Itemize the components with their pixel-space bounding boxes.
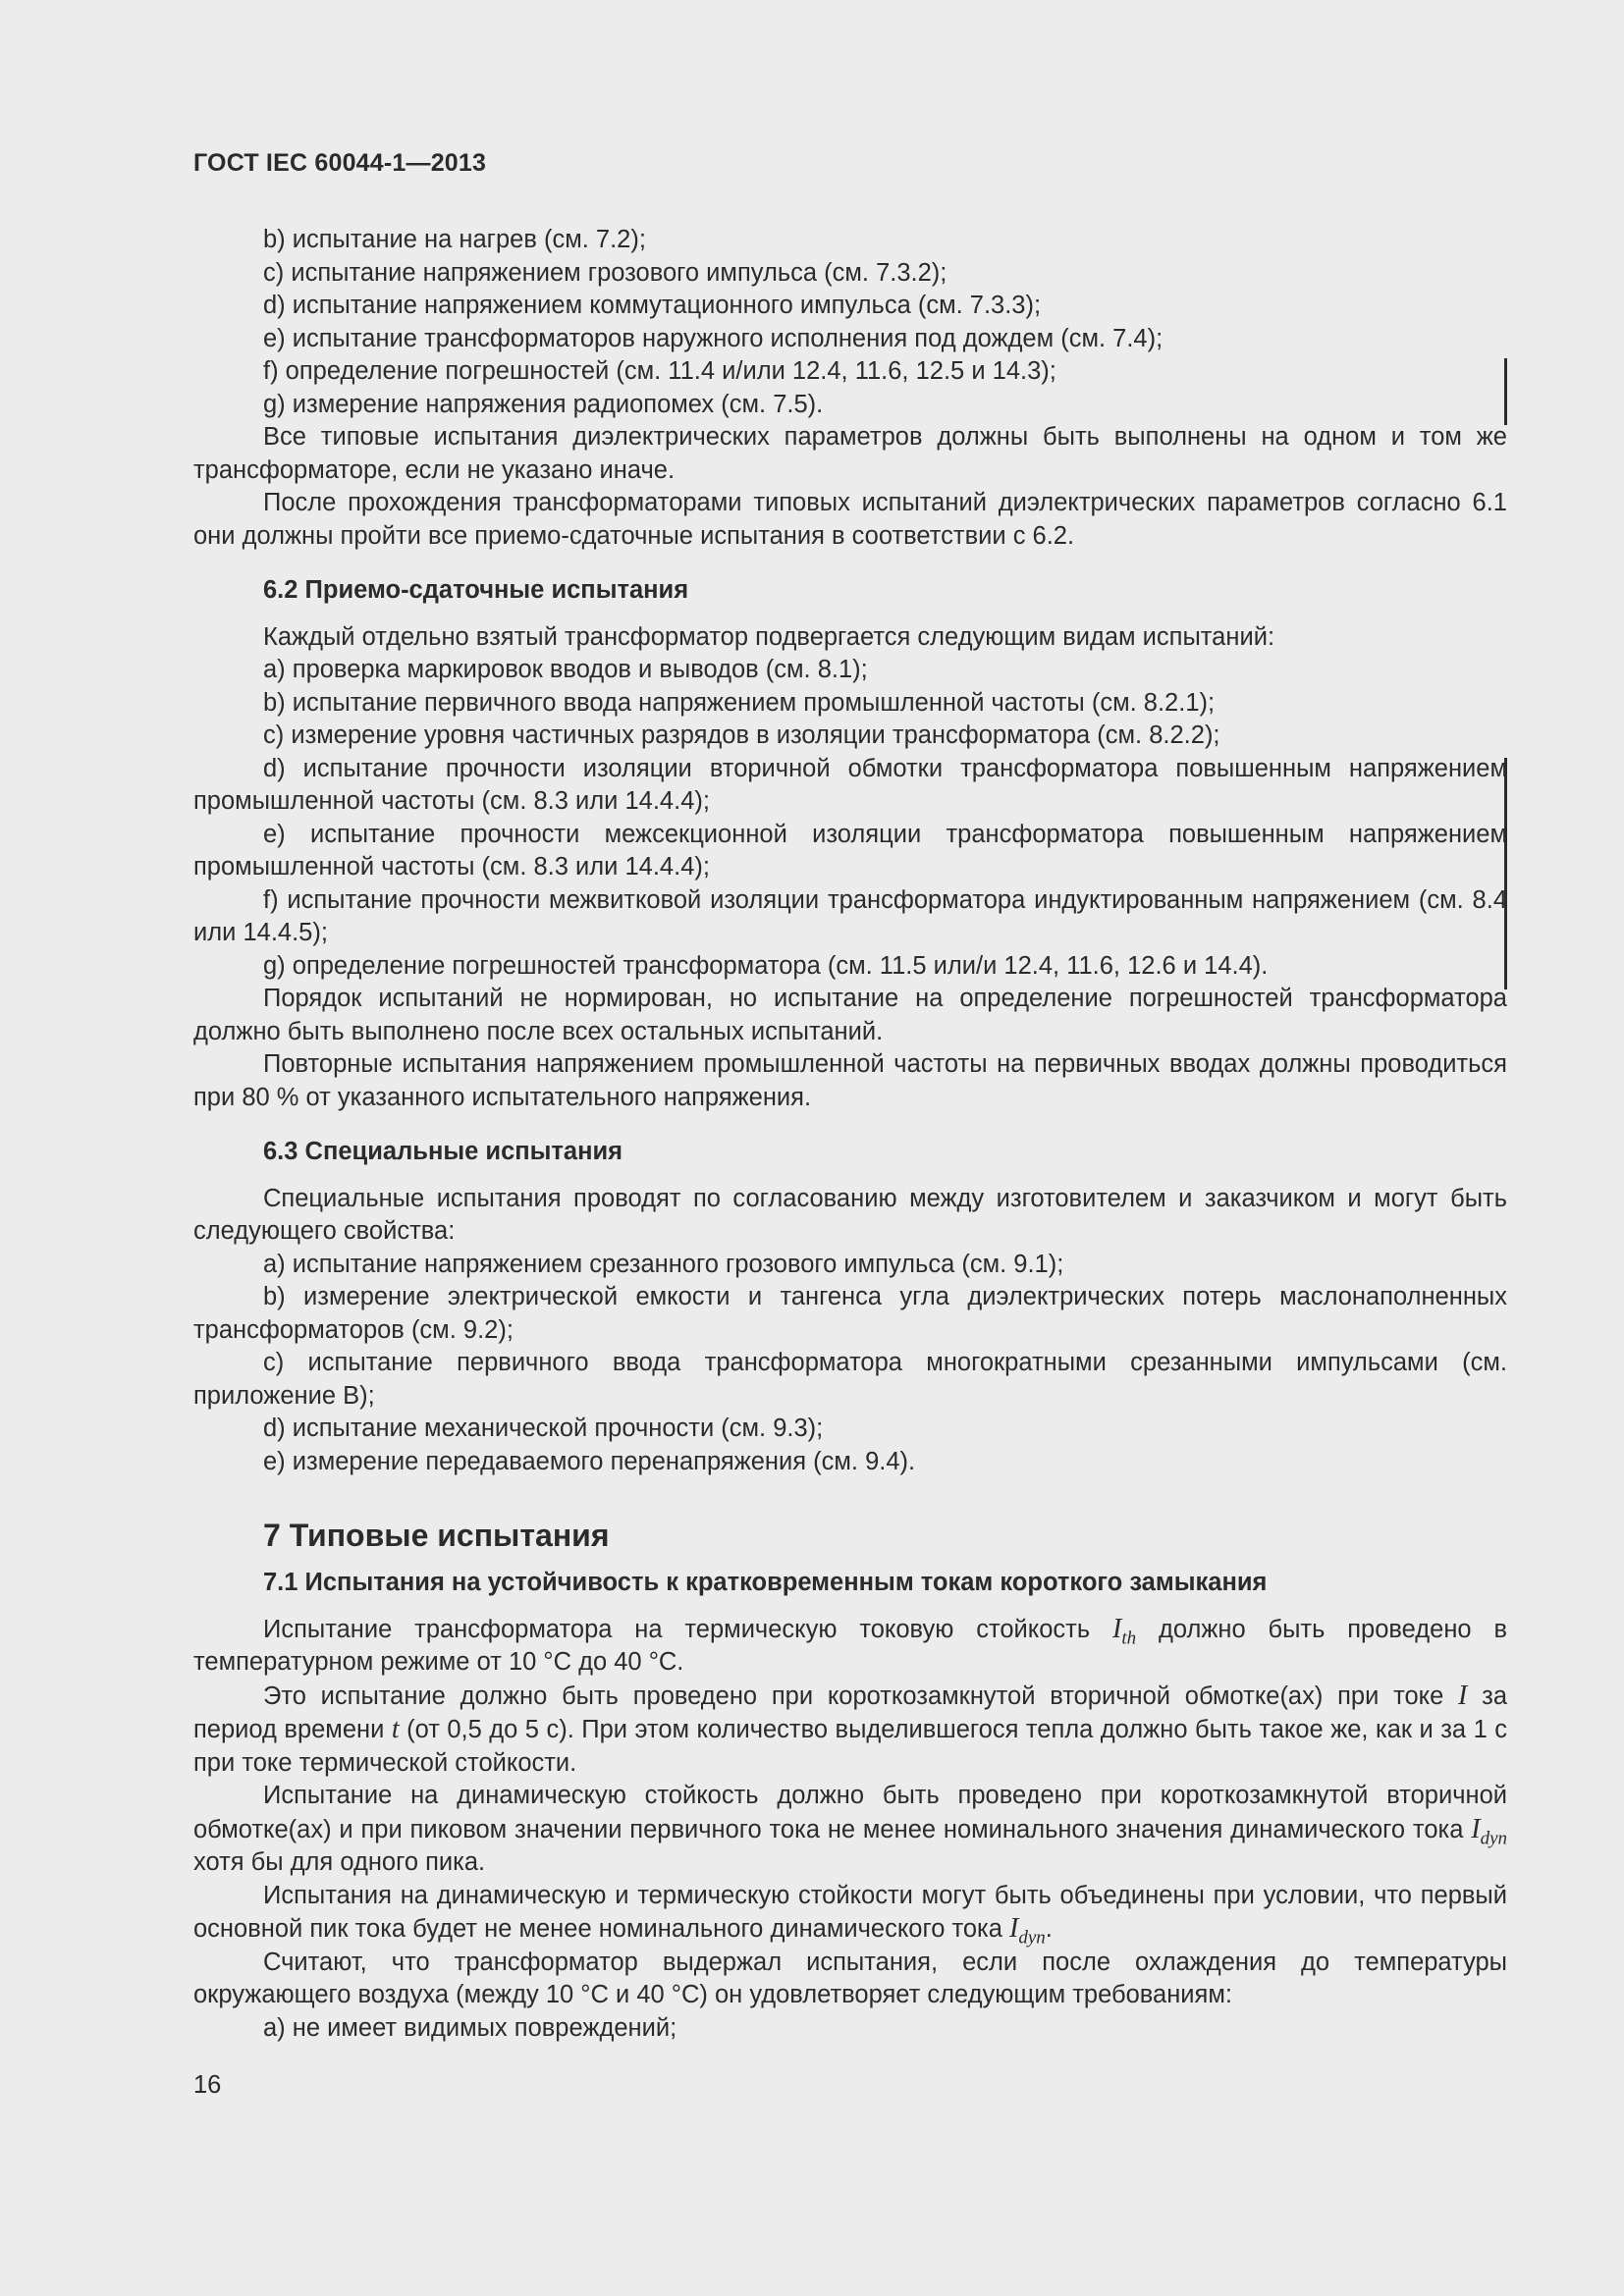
- math-symbol: t: [391, 1714, 400, 1744]
- list-item: g) определение погрешностей трансформатора (см. 11.5 или/и 12.4, 11.6, 12.6 и 14.4).: [263, 951, 1269, 980]
- page-number: 16: [193, 2071, 222, 2099]
- section-heading: 7.1 Испытания на устойчивость к кратковременным токам короткого замыкания: [263, 1569, 1268, 1596]
- list-item: b) измерение электрической емкости и тангенса угла диэлектрических потерь маслонаполненных трансформаторов (см. 9.2);: [193, 1283, 1507, 1344]
- list-item: a) испытание напряжением срезанного грозового импульса (см. 9.1);: [263, 1250, 1064, 1278]
- list-item: d) испытание напряжением коммутационного импульса (см. 7.3.3);: [263, 292, 1042, 319]
- list-item: f) определение погрешностей (см. 11.4 и/или 12.4, 11.6, 12.5 и 14.3);: [263, 357, 1056, 385]
- list-item: g) измерение напряжения радиопомех (см. 7.5).: [263, 390, 824, 418]
- document-body: [193, 224, 1507, 2045]
- list-item: e) измерение передаваемого перенапряжения (см. 9.4).: [263, 1447, 916, 1475]
- paragraph: Повторные испытания напряжением промышленной частоты на первичных вводах должны проводиться при 80 % от указанного испытательного напряжения.: [193, 1050, 1507, 1111]
- list-item: e) испытание прочности межсекционной изоляции трансформатора повышенным напряжением промышленной частоты (см. 8.3 или 14.4.4);: [193, 820, 1507, 881]
- paragraph: После прохождения трансформаторами типовых испытаний диэлектрических параметров согласно 6.1 они должны пройти все приемо-сдаточные испытания в соответствии с 6.2.: [193, 489, 1507, 550]
- list-item: a) проверка маркировок вводов и выводов (см. 8.1);: [263, 656, 868, 683]
- math-symbol: $I_{th}$: [1111, 1613, 1137, 1649]
- list-item: c) испытание первичного ввода трансформатора многократными срезанными импульсами (см. приложение В);: [193, 1349, 1507, 1410]
- chapter-heading: 7 Типовые испытания: [263, 1518, 610, 1553]
- paragraph: Все типовые испытания диэлектрических параметров должны быть выполнены на одном и том же трансформаторе, если не указано иначе.: [193, 423, 1507, 484]
- paragraph: Испытание на динамическую стойкость должно быть проведено при короткозамкнутой вторичной обмотке(ах) и при пиковом значении первичного тока не менее номинального значения динамического тока $I_{dyn}$ хотя бы для одного пика.: [193, 1782, 1507, 1876]
- list-item: c) измерение уровня частичных разрядов в изоляции трансформатора (см. 8.2.2);: [263, 721, 1220, 749]
- list-item: c) испытание напряжением грозового импульса (см. 7.3.2);: [263, 258, 947, 287]
- list-item: e) испытание трансформаторов наружного исполнения под дождем (см. 7.4);: [263, 324, 1164, 352]
- document-header: ГОСТ IEC 60044-1—2013: [193, 149, 487, 177]
- list-item: b) испытание на нагрев (см. 7.2);: [263, 226, 646, 253]
- math-symbol: $I_{dyn}$: [1009, 1913, 1046, 1949]
- list-item: d) испытание прочности изоляции вторичной обмотки трансформатора повышенным напряжением промышленной частоты (см. 8.3 или 14.4.4);: [193, 754, 1507, 815]
- section-heading: 6.2 Приемо-сдаточные испытания: [263, 576, 689, 604]
- list-item: f) испытание прочности межвитковой изоляции трансформатора индуктированным напряжением (см. 8.4 или 14.4.5);: [193, 885, 1507, 946]
- math-symbol: I: [1458, 1680, 1468, 1711]
- paragraph: Испытания на динамическую и термическую стойкости могут быть объединены при условии, что первый основной пик тока будет не менее номинального динамического тока $I_{dyn}$.: [193, 1881, 1507, 1949]
- paragraph: Считают, что трансформатор выдержал испытания, если после охлаждения до температуры окружающего воздуха (между 10 °С и 40 °С) он удовлетворяет следующим требованиям:: [193, 1948, 1507, 2008]
- section-heading: 6.3 Специальные испытания: [263, 1138, 623, 1165]
- list-item: a) не имеет видимых повреждений;: [263, 2013, 677, 2042]
- paragraph: Каждый отдельно взятый трансформатор подвергается следующим видам испытаний:: [263, 622, 1275, 651]
- paragraph: Испытание трансформатора на термическую токовую стойкость $I_{th}$ должно быть проведено в температурном режиме от 10 °С до 40 °С.: [193, 1613, 1507, 1676]
- list-item: d) испытание механической прочности (см. 9.3);: [263, 1415, 824, 1442]
- math-symbol: $I_{dyn}$: [1471, 1813, 1507, 1849]
- list-item: b) испытание первичного ввода напряжением промышленной частоты (см. 8.2.1);: [263, 688, 1216, 717]
- paragraph: Это испытание должно быть проведено при короткозамкнутой вторичной обмотке(ах) при токе I за период времени t (от 0,5 до 5 с). При этом количество выделившегося тепла должно быть такое же, как и за 1 с при токе термической стойкости.: [193, 1680, 1507, 1777]
- paragraph: Специальные испытания проводят по согласованию между изготовителем и заказчиком и могут быть следующего свойства:: [193, 1184, 1507, 1245]
- paragraph: Порядок испытаний не нормирован, но испытание на определение погрешностей трансформатора должно быть выполнено после всех остальных испытаний.: [193, 985, 1507, 1045]
